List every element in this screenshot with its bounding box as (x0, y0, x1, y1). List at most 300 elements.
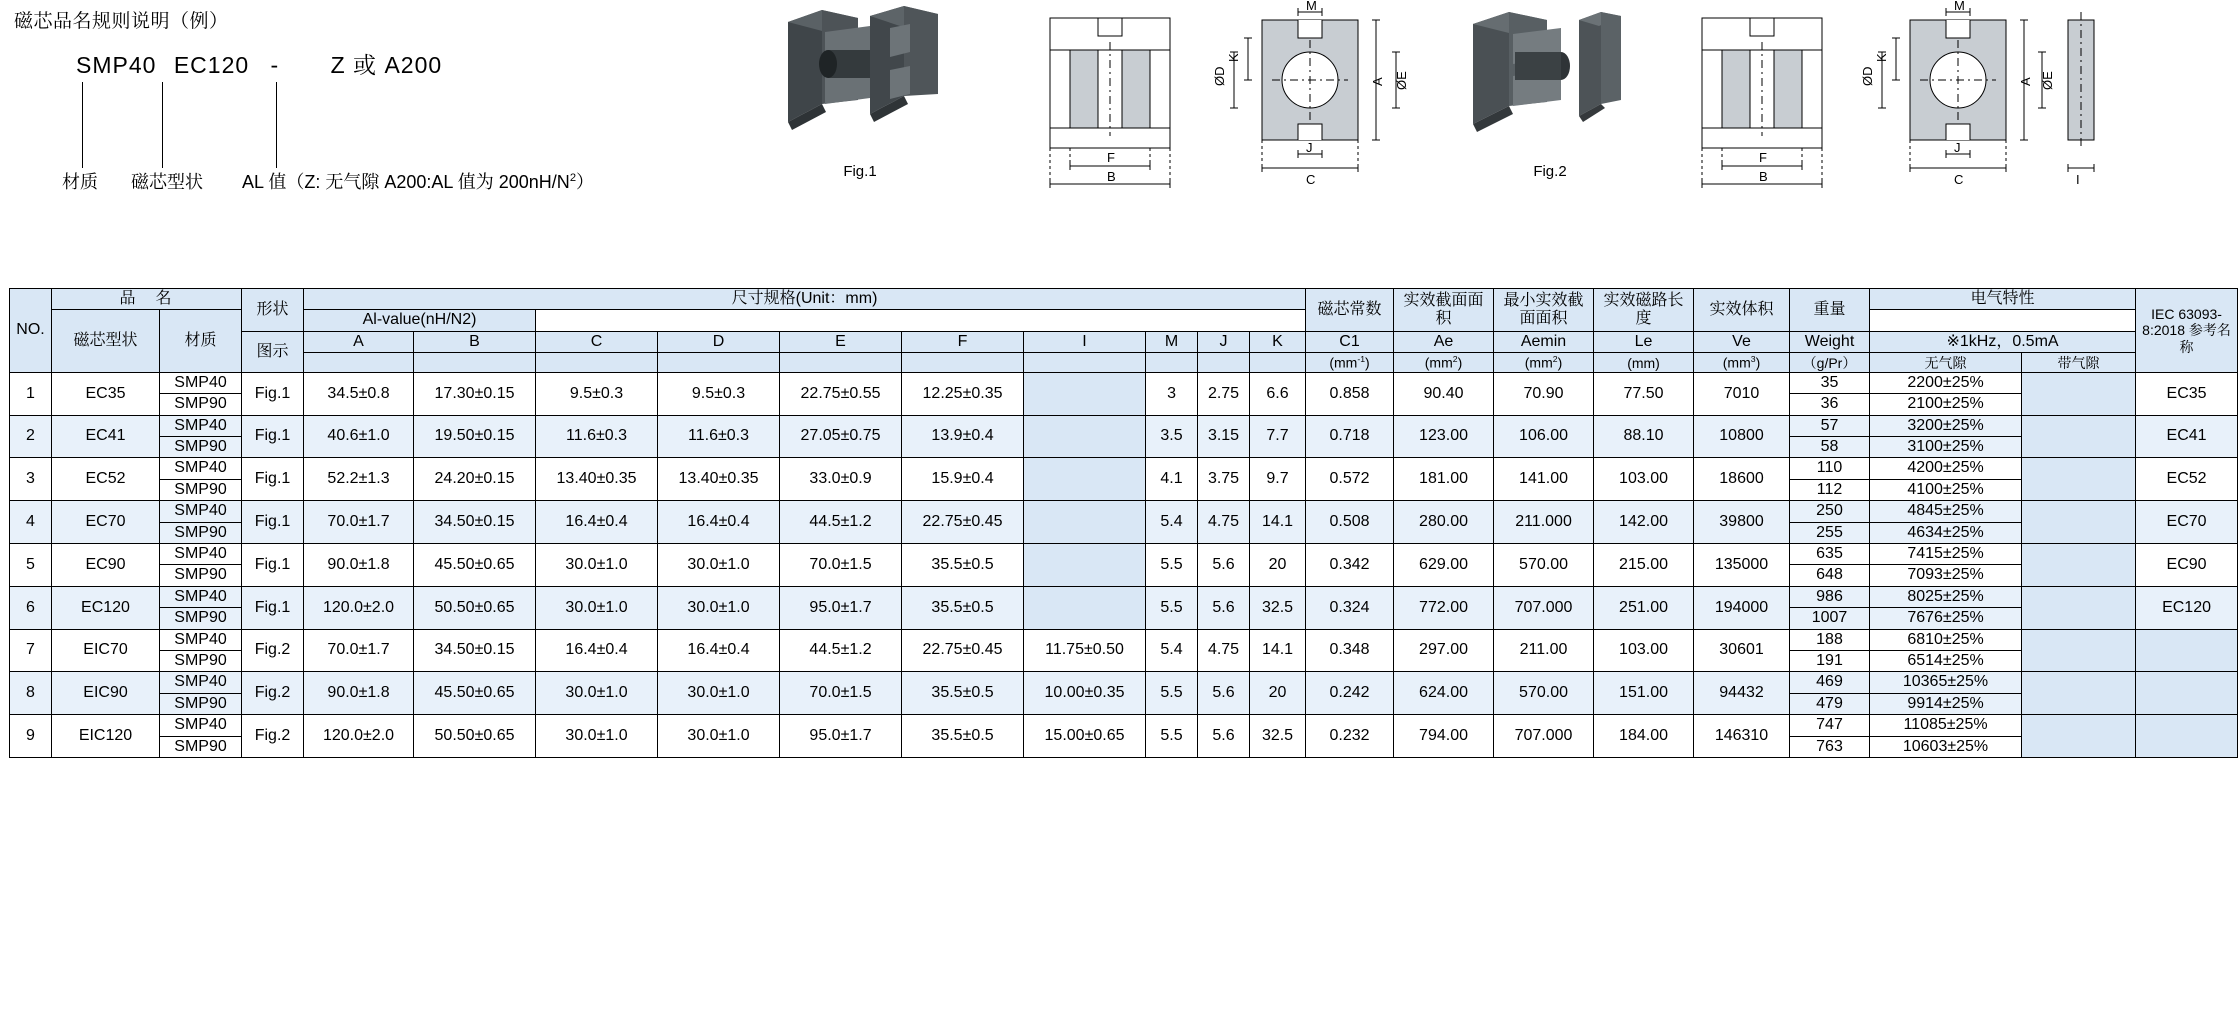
cell-dim-J: 2.75 (1198, 372, 1250, 415)
th-dims-group: 尺寸规格(Unit：mm) (304, 289, 1306, 310)
cell-core-shape: EC120 (52, 586, 160, 629)
cell-ae: 624.00 (1394, 672, 1494, 715)
cell-weight: 58 (1790, 437, 1870, 458)
cell-al-with-gap (2022, 372, 2136, 415)
th-al-value: Al-value(nH/N2) (304, 310, 536, 331)
cell-material: SMP40 (160, 415, 242, 436)
cell-material: SMP90 (160, 522, 242, 543)
cell-dim-C: 30.0±1.0 (536, 586, 658, 629)
table-row (10, 372, 2238, 393)
cell-dim-E: 70.0±1.5 (780, 672, 902, 715)
cell-iec: EC70 (2136, 501, 2238, 544)
cell-dim-I: 10.00±0.35 (1024, 672, 1146, 715)
cell-material: SMP40 (160, 672, 242, 693)
fig2-drawing-right (1858, 0, 2118, 196)
cell-weight: 57 (1790, 415, 1870, 436)
cell-material: SMP90 (160, 651, 242, 672)
cell-dim-M: 5.5 (1146, 672, 1198, 715)
cell-le: 88.10 (1594, 415, 1694, 458)
th-iec-title: IEC 63093-8:2018 参考名称 (2136, 289, 2238, 373)
cell-dim-C: 13.40±0.35 (536, 458, 658, 501)
cell-ae: 181.00 (1394, 458, 1494, 501)
th-weight-title: 重量 (1790, 289, 1870, 332)
cell-al-with-gap (2022, 544, 2136, 587)
cell-weight: 1007 (1790, 608, 1870, 629)
th-dim-J: J (1198, 331, 1250, 352)
legend-material: 材质 (62, 172, 98, 192)
th-blank-J (1198, 353, 1250, 373)
cell-le: 151.00 (1594, 672, 1694, 715)
table-row (10, 544, 2238, 565)
cell-dim-B: 34.50±0.15 (414, 501, 536, 544)
cell-dim-D: 9.5±0.3 (658, 372, 780, 415)
cell-dim-D: 30.0±1.0 (658, 586, 780, 629)
cell-dim-E: 22.75±0.55 (780, 372, 902, 415)
cell-weight: 188 (1790, 629, 1870, 650)
cell-dim-K: 20 (1250, 544, 1306, 587)
cell-dim-M: 4.1 (1146, 458, 1198, 501)
cell-al-no-gap: 2200±25% (1870, 372, 2022, 393)
cell-dim-C: 9.5±0.3 (536, 372, 658, 415)
cell-weight: 648 (1790, 565, 1870, 586)
cell-material: SMP40 (160, 458, 242, 479)
cell-dim-A: 90.0±1.8 (304, 672, 414, 715)
spec-table-wrap (9, 288, 2231, 758)
cell-dim-E: 44.5±1.2 (780, 629, 902, 672)
cell-iec: EC90 (2136, 544, 2238, 587)
cell-dim-E: 44.5±1.2 (780, 501, 902, 544)
cell-dim-F: 35.5±0.5 (902, 544, 1024, 587)
table-row (10, 501, 2238, 522)
cell-material: SMP90 (160, 608, 242, 629)
cell-dim-A: 90.0±1.8 (304, 544, 414, 587)
th-ae-unit: $(mm^2)$ (1394, 353, 1494, 373)
cell-material: SMP40 (160, 372, 242, 393)
fig2-3d-view (1455, 4, 1645, 180)
dim-label-D-2: ØD (1860, 66, 1875, 86)
th-dim-E: E (780, 331, 902, 352)
cell-no: 9 (10, 715, 52, 758)
th-blank-D (658, 353, 780, 373)
cell-material: SMP40 (160, 544, 242, 565)
cell-core-shape: EIC120 (52, 715, 160, 758)
fig2-caption: Fig.2 (1533, 163, 1567, 180)
cell-dim-K: 20 (1250, 672, 1306, 715)
cell-dim-A: 120.0±2.0 (304, 715, 414, 758)
cell-ve: 146310 (1694, 715, 1790, 758)
cell-dim-B: 34.50±0.15 (414, 629, 536, 672)
cell-dim-D: 30.0±1.0 (658, 715, 780, 758)
header-illustrations (0, 0, 2130, 268)
cell-ve: 94432 (1694, 672, 1790, 715)
cell-no: 7 (10, 629, 52, 672)
cell-le: 184.00 (1594, 715, 1694, 758)
cell-al-no-gap: 7676±25% (1870, 608, 2022, 629)
cell-iec (2136, 629, 2238, 672)
cell-al-no-gap: 11085±25% (1870, 715, 2022, 736)
dim-label-F-2: F (1759, 150, 1767, 165)
th-dim-I: I (1024, 331, 1146, 352)
cell-c1: 0.572 (1306, 458, 1394, 501)
cell-al-with-gap (2022, 672, 2136, 715)
naming-legend (62, 168, 654, 194)
table-row (10, 458, 2238, 479)
cell-core-shape: EIC90 (52, 672, 160, 715)
cell-dim-C: 11.6±0.3 (536, 415, 658, 458)
dim-label-E-2: ØE (2040, 71, 2055, 90)
cell-dim-K: 32.5 (1250, 715, 1306, 758)
cell-dim-A: 40.6±1.0 (304, 415, 414, 458)
cell-ve: 18600 (1694, 458, 1790, 501)
dim-label-C-2: C (1954, 172, 1964, 187)
cell-le: 251.00 (1594, 586, 1694, 629)
cell-core-shape: EC52 (52, 458, 160, 501)
cell-dim-K: 14.1 (1250, 501, 1306, 544)
cell-material: SMP90 (160, 565, 242, 586)
cell-c1: 0.718 (1306, 415, 1394, 458)
cell-ae: 794.00 (1394, 715, 1494, 758)
cell-figure: Fig.1 (242, 415, 304, 458)
cell-material: SMP40 (160, 629, 242, 650)
th-ve-title: 实效体积 (1694, 289, 1790, 332)
cell-ve: 135000 (1694, 544, 1790, 587)
cell-figure: Fig.2 (242, 629, 304, 672)
cell-ve: 10800 (1694, 415, 1790, 458)
cell-dim-A: 70.0±1.7 (304, 501, 414, 544)
cell-dim-F: 22.75±0.45 (902, 501, 1024, 544)
cell-aemin: 211.000 (1494, 501, 1594, 544)
dim-label-B-2: B (1759, 169, 1768, 184)
cell-dim-F: 35.5±0.5 (902, 715, 1024, 758)
dim-label-E: ØE (1394, 71, 1409, 90)
cell-dim-K: 14.1 (1250, 629, 1306, 672)
cell-c1: 0.858 (1306, 372, 1394, 415)
th-weight-unit: （g/Pr） (1790, 353, 1870, 373)
cell-dim-F: 15.9±0.4 (902, 458, 1024, 501)
cell-figure: Fig.1 (242, 586, 304, 629)
th-ve-unit: $(mm^3)$ (1694, 353, 1790, 373)
cell-al-with-gap (2022, 715, 2136, 758)
cell-no: 1 (10, 372, 52, 415)
cell-le: 103.00 (1594, 629, 1694, 672)
cell-dim-J: 4.75 (1198, 629, 1250, 672)
cell-al-with-gap (2022, 586, 2136, 629)
cell-dim-J: 4.75 (1198, 501, 1250, 544)
th-blank-F (902, 353, 1024, 373)
cell-dim-J: 3.15 (1198, 415, 1250, 458)
cell-c1: 0.324 (1306, 586, 1394, 629)
cell-material: SMP40 (160, 715, 242, 736)
cell-figure: Fig.1 (242, 544, 304, 587)
th-shape-group: 形状 (242, 289, 304, 332)
th-core-shape: 磁芯型状 (52, 310, 160, 373)
th-ae-title: 实效截面面积 (1394, 289, 1494, 332)
cell-dim-E: 27.05±0.75 (780, 415, 902, 458)
cell-dim-E: 95.0±1.7 (780, 715, 902, 758)
cell-dim-E: 33.0±0.9 (780, 458, 902, 501)
th-dim-F: F (902, 331, 1024, 352)
cell-al-no-gap: 3100±25% (1870, 437, 2022, 458)
cell-aemin: 70.90 (1494, 372, 1594, 415)
table-row (10, 415, 2238, 436)
cell-ae: 772.00 (1394, 586, 1494, 629)
cell-dim-D: 11.6±0.3 (658, 415, 780, 458)
cell-aemin: 141.00 (1494, 458, 1594, 501)
cell-al-no-gap: 10603±25% (1870, 736, 2022, 757)
fig2-drawing-left (1680, 6, 1870, 196)
cell-figure: Fig.1 (242, 501, 304, 544)
code-dash: - (270, 52, 280, 78)
cell-weight: 479 (1790, 693, 1870, 714)
cell-al-no-gap: 6514±25% (1870, 651, 2022, 672)
cell-ae: 280.00 (1394, 501, 1494, 544)
cell-c1: 0.232 (1306, 715, 1394, 758)
naming-rule-title: 磁芯品名规则说明（例） (14, 11, 229, 32)
cell-dim-E: 95.0±1.7 (780, 586, 902, 629)
fig1-drawing-right (1210, 0, 1420, 196)
cell-weight: 191 (1790, 651, 1870, 672)
dim-label-M: M (1306, 0, 1317, 13)
dim-label-J: J (1306, 140, 1313, 155)
cell-dim-F: 35.5±0.5 (902, 586, 1024, 629)
cell-weight: 469 (1790, 672, 1870, 693)
legend-al: AL 值（Z: 无气隙 A200:AL 值为 $200nH/N^2$） (242, 172, 595, 192)
cell-dim-J: 5.6 (1198, 672, 1250, 715)
cell-dim-I (1024, 372, 1146, 415)
th-dim-M: M (1146, 331, 1198, 352)
cell-al-no-gap: 4845±25% (1870, 501, 2022, 522)
cell-dim-M: 5.4 (1146, 501, 1198, 544)
cell-material: SMP90 (160, 693, 242, 714)
cell-dim-B: 19.50±0.15 (414, 415, 536, 458)
cell-aemin: 707.000 (1494, 586, 1594, 629)
cell-dim-D: 16.4±0.4 (658, 629, 780, 672)
th-dim-A: A (304, 331, 414, 352)
cell-al-no-gap: 4200±25% (1870, 458, 2022, 479)
cell-weight: 112 (1790, 479, 1870, 500)
spec-table (9, 288, 2238, 758)
th-dim-D: D (658, 331, 780, 352)
th-elec-title: 电气特性 (1870, 289, 2136, 310)
th-dim-K: K (1250, 331, 1306, 352)
cell-dim-F: 13.9±0.4 (902, 415, 1024, 458)
cell-dim-I (1024, 415, 1146, 458)
th-blank-M (1146, 353, 1198, 373)
cell-aemin: 570.00 (1494, 672, 1594, 715)
th-aemin-title: 最小实效截面面积 (1494, 289, 1594, 332)
th-le-title: 实效磁路长度 (1594, 289, 1694, 332)
cell-dim-J: 5.6 (1198, 586, 1250, 629)
fig1-3d-view (770, 4, 950, 180)
dim-label-B: B (1107, 169, 1116, 184)
dim-label-K: K (1226, 53, 1241, 62)
cell-core-shape: EC41 (52, 415, 160, 458)
cell-dim-M: 5.5 (1146, 586, 1198, 629)
cell-dim-A: 70.0±1.7 (304, 629, 414, 672)
th-al-cond: ※1kHz，0.5mA (1870, 331, 2136, 352)
th-blank-C (536, 353, 658, 373)
cell-no: 2 (10, 415, 52, 458)
cell-le: 77.50 (1594, 372, 1694, 415)
cell-aemin: 211.00 (1494, 629, 1594, 672)
th-dim-B: B (414, 331, 536, 352)
cell-c1: 0.342 (1306, 544, 1394, 587)
cell-dim-C: 30.0±1.0 (536, 672, 658, 715)
th-no-gap: 无气隙 (1870, 353, 2022, 373)
cell-c1: 0.508 (1306, 501, 1394, 544)
cell-dim-I (1024, 501, 1146, 544)
dim-label-J-2: J (1954, 140, 1961, 155)
cell-material: SMP90 (160, 479, 242, 500)
dim-label-D: ØD (1212, 66, 1227, 86)
dim-label-M-2: M (1954, 0, 1965, 13)
th-le-unit: (mm) (1594, 353, 1694, 373)
fig1-3d-svg (770, 4, 950, 154)
cell-ae: 297.00 (1394, 629, 1494, 672)
fig2-3d-svg (1455, 4, 1645, 154)
cell-al-no-gap: 7093±25% (1870, 565, 2022, 586)
cell-al-no-gap: 8025±25% (1870, 586, 2022, 607)
cell-no: 4 (10, 501, 52, 544)
th-ae: Ae (1394, 331, 1494, 352)
cell-aemin: 570.00 (1494, 544, 1594, 587)
dim-label-A: A (1370, 77, 1385, 86)
th-with-gap: 带气隙 (2022, 353, 2136, 373)
cell-al-no-gap: 7415±25% (1870, 544, 2022, 565)
cell-iec (2136, 672, 2238, 715)
cell-core-shape: EC35 (52, 372, 160, 415)
cell-dim-B: 17.30±0.15 (414, 372, 536, 415)
code-material: SMP40 (76, 52, 157, 78)
cell-al-no-gap: 3200±25% (1870, 415, 2022, 436)
cell-no: 8 (10, 672, 52, 715)
cell-dim-D: 16.4±0.4 (658, 501, 780, 544)
cell-le: 142.00 (1594, 501, 1694, 544)
naming-leader-lines (14, 82, 654, 168)
cell-ae: 629.00 (1394, 544, 1494, 587)
dim-label-A-2: A (2018, 77, 2033, 86)
cell-weight: 35 (1790, 372, 1870, 393)
cell-dim-I: 15.00±0.65 (1024, 715, 1146, 758)
cell-dim-A: 34.5±0.8 (304, 372, 414, 415)
cell-dim-M: 3.5 (1146, 415, 1198, 458)
cell-al-no-gap: 2100±25% (1870, 394, 2022, 415)
cell-core-shape: EC70 (52, 501, 160, 544)
cell-dim-B: 50.50±0.65 (414, 715, 536, 758)
table-row (10, 629, 2238, 650)
th-weight: Weight (1790, 331, 1870, 352)
dim-label-C: C (1306, 172, 1316, 187)
table-row (10, 586, 2238, 607)
cell-iec (2136, 715, 2238, 758)
cell-dim-K: 6.6 (1250, 372, 1306, 415)
cell-ae: 123.00 (1394, 415, 1494, 458)
naming-rule-block (14, 6, 654, 194)
cell-weight: 255 (1790, 522, 1870, 543)
th-figure: 图示 (242, 331, 304, 372)
cell-figure: Fig.1 (242, 458, 304, 501)
cell-figure: Fig.2 (242, 715, 304, 758)
cell-no: 5 (10, 544, 52, 587)
cell-dim-F: 35.5±0.5 (902, 672, 1024, 715)
cell-dim-I: 11.75±0.50 (1024, 629, 1146, 672)
cell-material: SMP90 (160, 736, 242, 757)
cell-no: 6 (10, 586, 52, 629)
cell-al-no-gap: 4100±25% (1870, 479, 2022, 500)
th-blank-A (304, 353, 414, 373)
cell-figure: Fig.1 (242, 372, 304, 415)
cell-weight: 250 (1790, 501, 1870, 522)
cell-dim-D: 30.0±1.0 (658, 544, 780, 587)
cell-dim-A: 52.2±1.3 (304, 458, 414, 501)
cell-ae: 90.40 (1394, 372, 1494, 415)
cell-material: SMP90 (160, 437, 242, 458)
code-al: Z 或 A200 (330, 52, 443, 78)
cell-ve: 30601 (1694, 629, 1790, 672)
cell-dim-B: 45.50±0.65 (414, 672, 536, 715)
spec-table-head (10, 289, 2238, 373)
cell-dim-I (1024, 544, 1146, 587)
th-aemin-unit: $(mm^2)$ (1494, 353, 1594, 373)
dim-label-I: I (2076, 172, 2080, 187)
cell-dim-C: 30.0±1.0 (536, 715, 658, 758)
table-row (10, 672, 2238, 693)
th-c1: C1 (1306, 331, 1394, 352)
th-ve: Ve (1694, 331, 1790, 352)
th-no: NO. (10, 289, 52, 373)
cell-al-with-gap (2022, 501, 2136, 544)
cell-iec: EC52 (2136, 458, 2238, 501)
cell-aemin: 707.000 (1494, 715, 1594, 758)
th-c1-unit: $(mm^{-1})$ (1306, 353, 1394, 373)
cell-al-no-gap: 6810±25% (1870, 629, 2022, 650)
cell-dim-J: 5.6 (1198, 715, 1250, 758)
cell-dim-I (1024, 586, 1146, 629)
cell-iec: EC120 (2136, 586, 2238, 629)
cell-dim-J: 3.75 (1198, 458, 1250, 501)
cell-ve: 39800 (1694, 501, 1790, 544)
cell-dim-E: 70.0±1.5 (780, 544, 902, 587)
cell-al-no-gap: 4634±25% (1870, 522, 2022, 543)
cell-al-with-gap (2022, 629, 2136, 672)
cell-dim-F: 12.25±0.35 (902, 372, 1024, 415)
th-blank-K (1250, 353, 1306, 373)
cell-dim-C: 16.4±0.4 (536, 501, 658, 544)
th-dim-C: C (536, 331, 658, 352)
th-blank-I (1024, 353, 1146, 373)
cell-aemin: 106.00 (1494, 415, 1594, 458)
cell-dim-K: 7.7 (1250, 415, 1306, 458)
cell-dim-D: 13.40±0.35 (658, 458, 780, 501)
cell-ve: 7010 (1694, 372, 1790, 415)
cell-dim-C: 16.4±0.4 (536, 629, 658, 672)
th-material: 材质 (160, 310, 242, 373)
dim-label-F: F (1107, 150, 1115, 165)
cell-dim-A: 120.0±2.0 (304, 586, 414, 629)
cell-dim-D: 30.0±1.0 (658, 672, 780, 715)
cell-weight: 763 (1790, 736, 1870, 757)
fig1-caption: Fig.1 (843, 163, 877, 180)
cell-al-no-gap: 9914±25% (1870, 693, 2022, 714)
fig1-drawing-left (1028, 6, 1218, 196)
th-aemin: Aemin (1494, 331, 1594, 352)
cell-dim-K: 9.7 (1250, 458, 1306, 501)
cell-le: 215.00 (1594, 544, 1694, 587)
cell-material: SMP40 (160, 501, 242, 522)
cell-dim-M: 3 (1146, 372, 1198, 415)
cell-weight: 986 (1790, 586, 1870, 607)
cell-al-with-gap (2022, 458, 2136, 501)
